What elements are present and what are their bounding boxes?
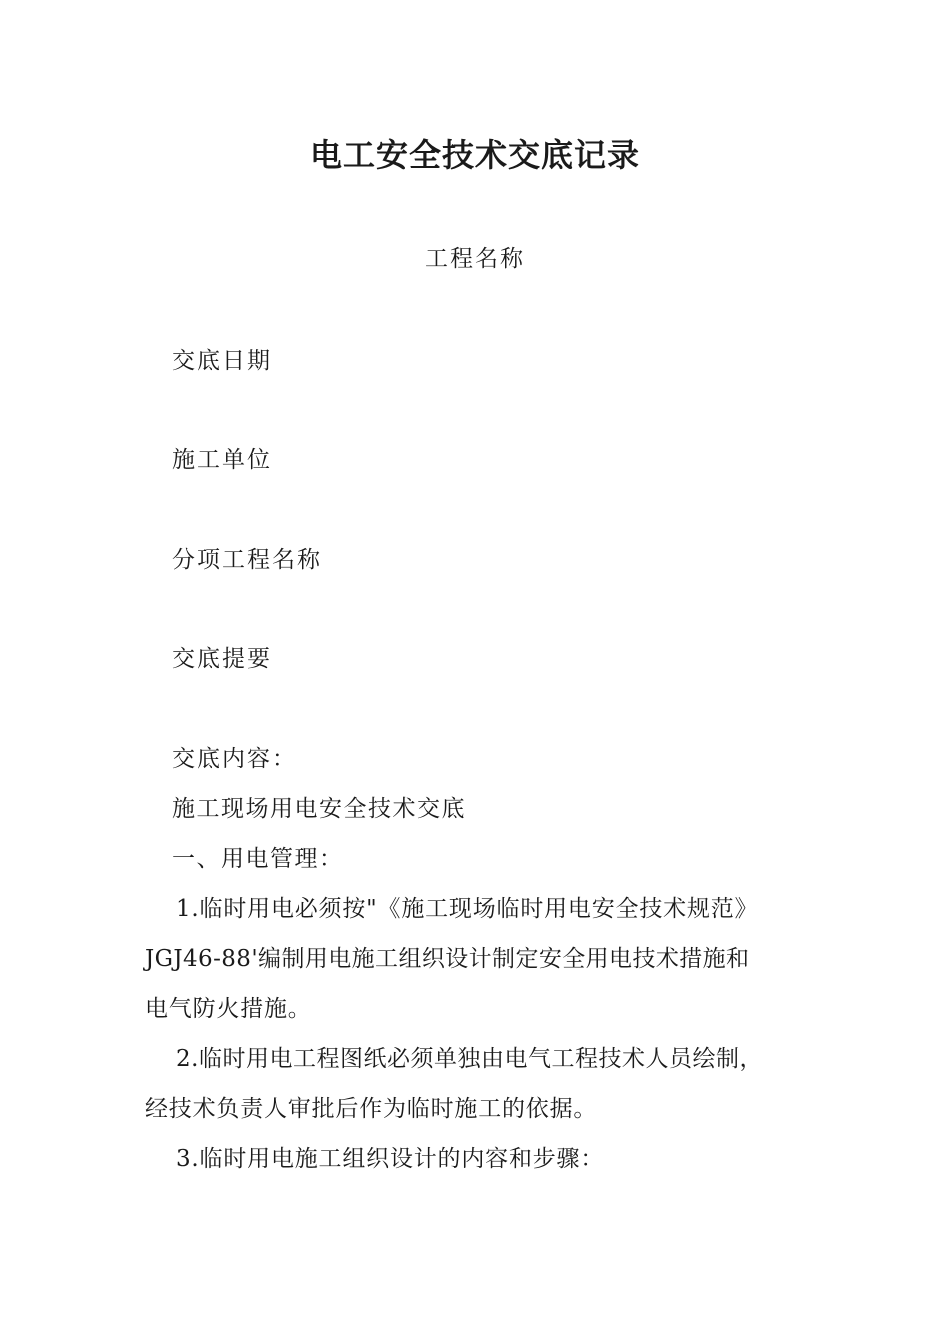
date-label: 交底日期 [172,348,272,374]
item-1-line-2: JGJ46-88'编制用电施工组织设计制定安全用电技术措施和 [145,946,750,972]
item-3-line-1: 3.临时用电施工组织设计的内容和步骤： [176,1146,605,1172]
item-2-line-1: 2.临时用电工程图纸必须单独由电气工程技术人员绘制， [176,1046,763,1072]
item-1-line-3: 电气防火措施。 [145,996,312,1022]
document-title: 电工安全技术交底记录 [309,136,640,174]
section-1-heading: 一、用电管理： [172,846,344,872]
content-label: 交底内容： [172,746,297,772]
project-name-label: 工程名称 [425,246,525,272]
summary-label: 交底提要 [172,646,272,672]
construction-unit-label: 施工单位 [172,447,272,473]
item-1-line-1: 1.临时用电必须按"《施工现场临时用电安全技术规范》 [176,896,759,922]
item-2-line-2: 经技术负责人审批后作为临时施工的依据。 [145,1096,598,1122]
sub-project-name-label: 分项工程名称 [172,547,322,573]
content-heading: 施工现场用电安全技术交底 [172,796,466,822]
